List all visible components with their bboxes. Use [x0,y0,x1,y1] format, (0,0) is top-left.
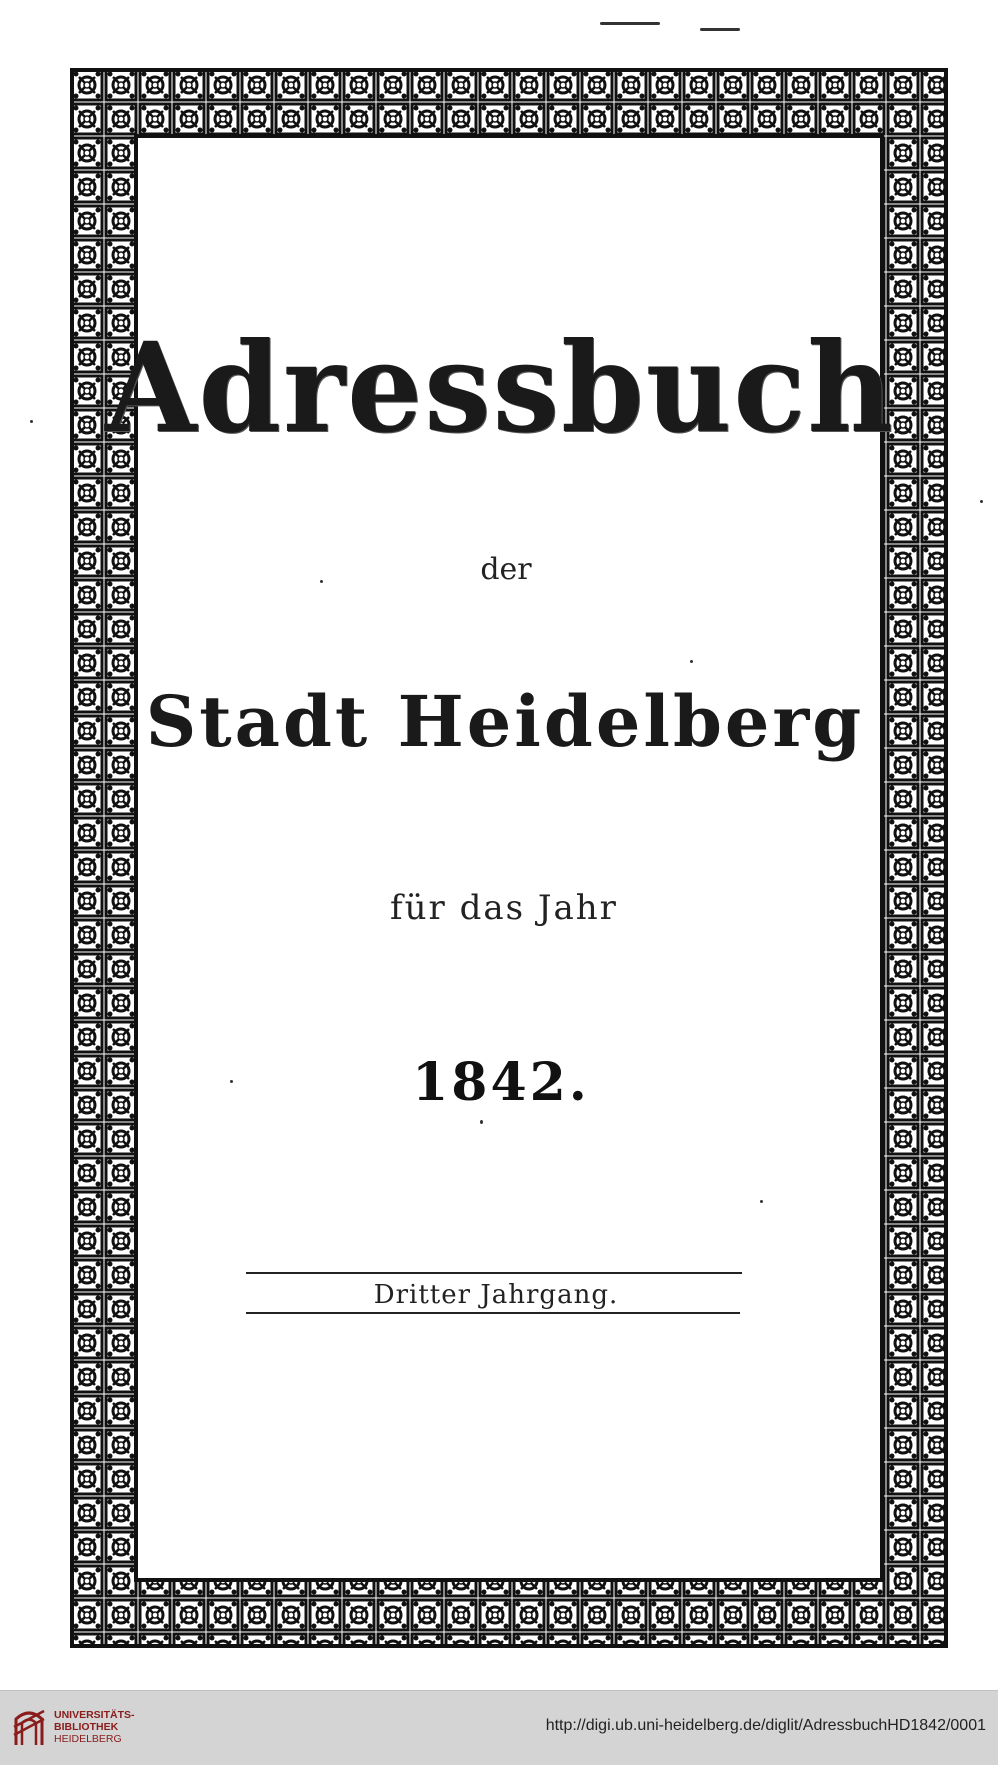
scan-speck [700,28,740,31]
document-title: Adressbuch [104,314,896,461]
edition-rule-top [246,1272,742,1274]
scan-speck [980,500,983,503]
permalink-url[interactable]: http://digi.ub.uni-heidelberg.de/diglit/AdressbuchHD1842/0001 [545,1717,986,1734]
library-logo-icon [12,1705,46,1751]
year: 1842. [412,1052,590,1113]
title-connector: der [480,552,532,587]
library-logo-text [54,1709,135,1745]
ornamental-border [70,68,948,1648]
year-label: für das Jahr [390,888,618,928]
footer-bar [0,1690,998,1765]
city-name: Stadt Heidelberg [145,680,865,763]
logo-line-1: UNIVERSITÄTS- [54,1709,135,1721]
edition-label: Dritter Jahrgang. [373,1280,619,1310]
scan-speck [600,22,660,25]
logo-line-2: BIBLIOTHEK [54,1721,119,1733]
logo-line-3: HEIDELBERG [54,1733,122,1745]
edition-rule-bottom [246,1312,740,1314]
